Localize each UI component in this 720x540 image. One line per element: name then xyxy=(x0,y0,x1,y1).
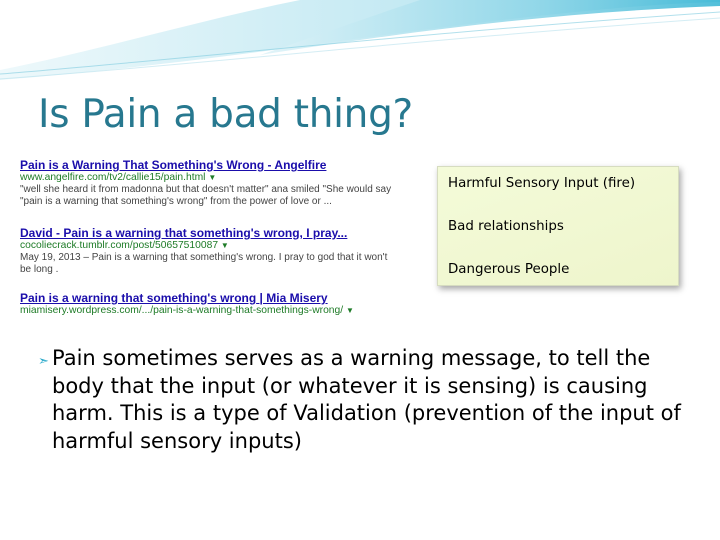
search-results-screenshot xyxy=(18,155,436,321)
search-result xyxy=(20,291,434,317)
result-url: cocoliecrack.tumblr.com/post/50657510087 xyxy=(20,240,219,251)
result-url-row xyxy=(20,240,434,252)
result-title-suffix[interactable]: - Angelfire xyxy=(264,158,327,172)
result-title-suffix[interactable]: | Mia Misery xyxy=(256,291,328,305)
caret-down-icon[interactable]: ▼ xyxy=(220,241,229,250)
bullet-text: Pain sometimes serves as a warning message, to tell the body that the input (or whatever it is sensing) is causing harm. This is a type of Validation (prevention of the input of harmful sensory inputs) xyxy=(52,346,681,453)
header-wave-decoration xyxy=(0,0,720,80)
bullet-icon: ➣ xyxy=(38,354,49,369)
callout-item: Bad relationships xyxy=(448,219,564,234)
result-url-row xyxy=(20,305,434,317)
result-url: miamisery.wordpress.com/.../pain-is-a-warning-that-somethings-wrong/ xyxy=(20,305,344,316)
result-title[interactable]: David - Pain is a warning that something's wrong, I pray... xyxy=(20,226,348,240)
callout-item: Harmful Sensory Input (fire) xyxy=(448,176,636,191)
slide-title: Is Pain a bad thing? xyxy=(38,92,413,137)
result-title-link[interactable] xyxy=(20,226,434,240)
result-title[interactable]: Pain is a warning that something's wrong xyxy=(20,291,257,305)
result-url-row xyxy=(20,172,434,184)
result-snippet-line: May 19, 2013 – Pain is a warning that something's wrong. I pray to god that it won't xyxy=(20,252,388,263)
result-snippet-line: be long . xyxy=(20,264,59,275)
result-snippet-line: "pain is a warning that something's wrong" from the power of love or ... xyxy=(20,196,332,207)
search-result xyxy=(20,158,434,208)
body-bullet xyxy=(38,345,692,455)
caret-down-icon[interactable]: ▼ xyxy=(346,306,354,315)
result-title[interactable]: Pain is a Warning That Something's Wrong xyxy=(20,158,265,172)
result-title-link[interactable] xyxy=(20,158,434,172)
result-title-link[interactable] xyxy=(20,291,434,305)
search-result xyxy=(20,226,434,276)
result-url: www.angelfire.com/tv2/callie15/pain.html xyxy=(20,172,206,183)
caret-down-icon[interactable]: ▼ xyxy=(208,173,217,182)
callout-item: Dangerous People xyxy=(448,262,570,277)
result-snippet-line: "well she heard it from madonna but that doesn't matter" ana smiled "She would say xyxy=(20,184,392,195)
callout-box xyxy=(437,166,679,286)
